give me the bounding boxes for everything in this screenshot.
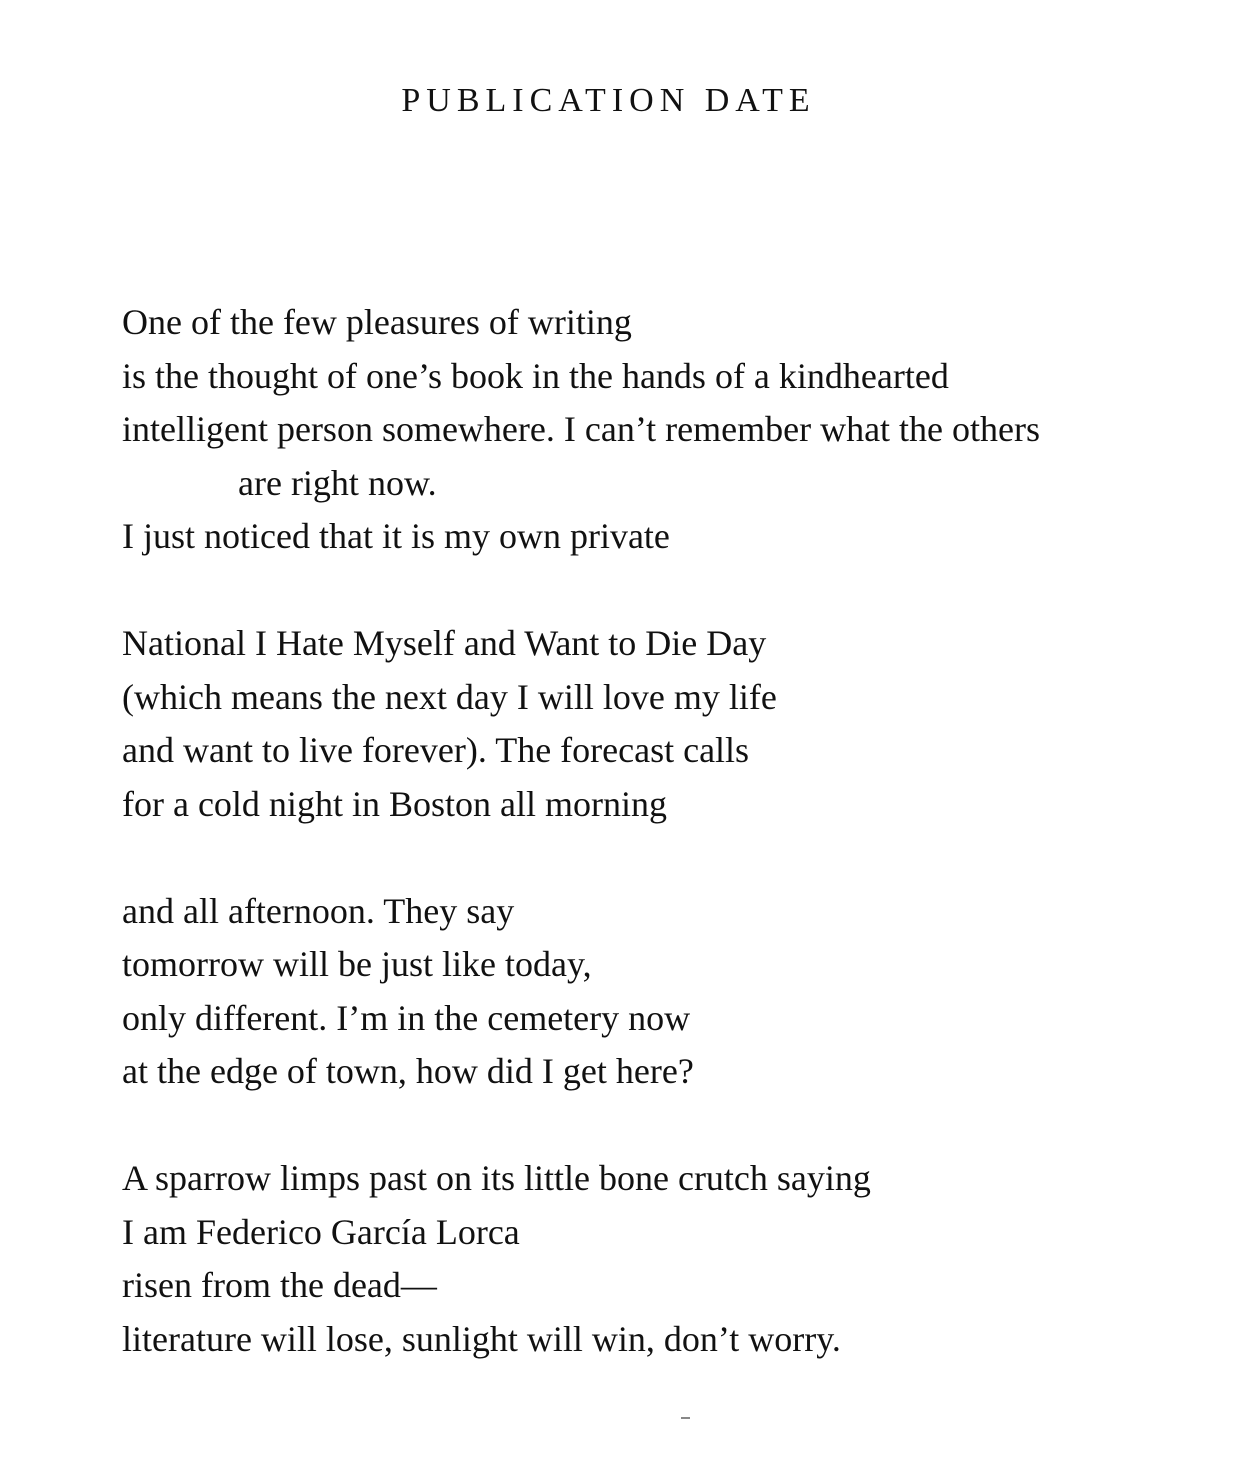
poem-line: One of the few pleasures of writing xyxy=(122,302,632,342)
poem-line: only different. I’m in the cemetery now xyxy=(122,997,691,1038)
poem-line: A sparrow limps past on its little bone crutch saying xyxy=(122,1158,871,1198)
stanza-3 xyxy=(122,885,1040,1099)
poem-line: intelligent person somewhere. I can’t remember what the others xyxy=(122,409,1041,449)
poem-line: and want to live forever). The forecast calls xyxy=(122,730,750,770)
poem-line: risen from the dead— xyxy=(122,1265,437,1305)
poem-line: I am Federico García Lorca xyxy=(122,1211,520,1252)
poem-line: at the edge of town, how did I get here? xyxy=(122,1051,694,1091)
poem-body xyxy=(122,296,1040,1420)
poem-line: National I Hate Myself and Want to Die Day xyxy=(122,623,767,663)
scan-artifact-mark xyxy=(681,1417,690,1419)
poem-title: PUBLICATION DATE xyxy=(401,82,816,119)
poem-line: I just noticed that it is my own private xyxy=(122,516,670,556)
poem-line: is the thought of one’s book in the hands of a kindhearted xyxy=(122,355,949,396)
poem-line-indented: are right now. xyxy=(238,462,437,503)
poem-line: (which means the next day I will love my life xyxy=(122,676,777,717)
poem-line: and all afternoon. They say xyxy=(122,890,515,931)
poem-line: for a cold night in Boston all morning xyxy=(122,783,667,824)
poem-line: literature will lose, sunlight will win, don’t worry. xyxy=(122,1318,841,1359)
stanza-4 xyxy=(122,1152,1040,1366)
poem-line: tomorrow will be just like today, xyxy=(122,944,592,984)
stanza-1 xyxy=(122,296,1040,564)
stanza-2 xyxy=(122,617,1040,831)
